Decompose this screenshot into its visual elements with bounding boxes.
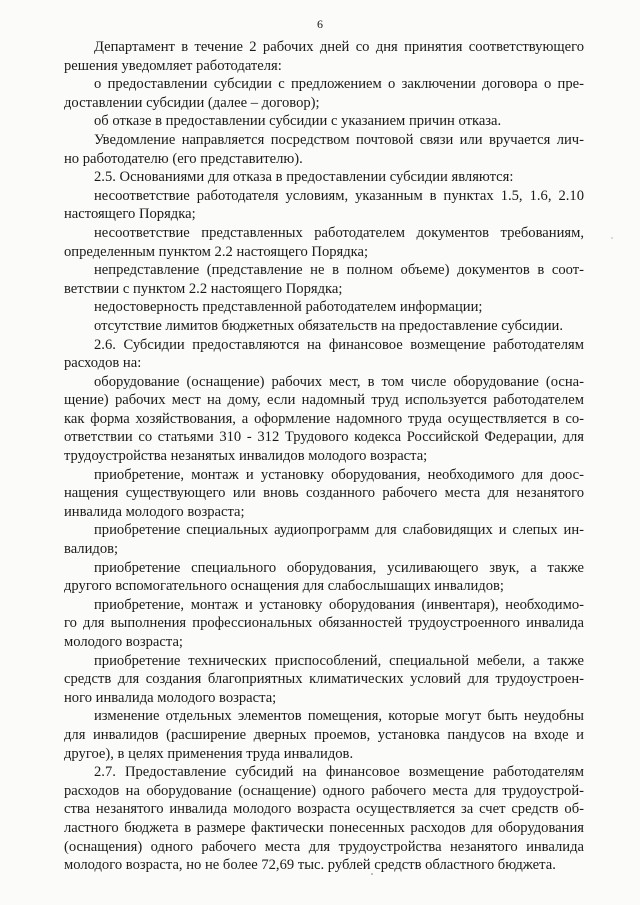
document-body bbox=[64, 38, 584, 875]
text-line: приобретение, монтаж и установку оборудования (инвентаря), необходимо- bbox=[94, 596, 584, 613]
text-line: Уведомление направляется посредством почтовой связи или вручается лич- bbox=[94, 131, 584, 148]
text-line: недостоверность представленной работодателем информации; bbox=[94, 299, 483, 316]
text-line: но работодателю (его представителю). bbox=[64, 150, 303, 167]
text-line: ответствии со статьями 310 - 312 Трудового кодекса Российской Федерации, для bbox=[64, 429, 584, 446]
text-line: о предоставлении субсидии с предложением о заключении договора о пре- bbox=[94, 76, 584, 93]
text-line: 2.6. Субсидии предоставляются на финансовое возмещение работодателям bbox=[94, 336, 584, 353]
text-line: молодого возраста; bbox=[64, 634, 183, 650]
text-line: изменение отдельных элементов помещения, которые могут быть неудобны bbox=[94, 708, 584, 725]
text-line: трудоустройства незанятых инвалидов молодого возраста; bbox=[64, 448, 428, 465]
text-line: щение) рабочих мест на дому, если надомный труд используется работодателем bbox=[64, 392, 584, 409]
page-number: 6 bbox=[317, 17, 323, 31]
text-line: решения уведомляет работодателя: bbox=[64, 57, 282, 74]
text-line: 2.5. Основаниями для отказа в предоставлении субсидии являются: bbox=[94, 169, 514, 186]
text-line: непредставление (представление не в полном объеме) документов в соот- bbox=[94, 262, 584, 279]
text-line: ветствии с пунктом 2.2 настоящего Порядка; bbox=[64, 280, 343, 297]
text-line: как форма хозяйствования, а оформление надомного труда осуществляется в со- bbox=[64, 410, 584, 427]
text-line: инвалида молодого возраста; bbox=[64, 503, 245, 520]
text-line: нащения существующего или вновь созданного рабочего места для незанятого bbox=[64, 485, 584, 502]
text-line: ного инвалида молодого возраста; bbox=[64, 689, 277, 706]
text-line: другого вспомогательного оснащения для слабослышащих инвалидов; bbox=[64, 578, 504, 595]
scan-speck bbox=[611, 237, 612, 238]
text-line: Департамент в течение 2 рабочих дней со дня принятия соответствующего bbox=[94, 39, 584, 55]
text-line: несоответствие представленных работодателем документов требованиям, bbox=[94, 224, 584, 241]
text-line: другое), в целях применения труда инвалидов. bbox=[64, 745, 354, 762]
text-line: приобретение, монтаж и установку оборудования, необходимого для доос- bbox=[94, 466, 584, 483]
text-line: приобретение специальных аудиопрограмм для слабовидящих и слепых ин- bbox=[94, 522, 584, 539]
text-line: об отказе в предоставлении субсидии с указанием причин отказа. bbox=[94, 113, 502, 130]
text-line: расходов на оборудование (оснащение) одного рабочего места для трудоустрой- bbox=[64, 782, 584, 799]
text-line: молодого возраста, но не более 72,69 тыс. рублей средств областного бюджета. bbox=[64, 857, 556, 874]
text-line: для инвалидов (расширение дверных проемов, установка пандусов на входе и bbox=[64, 726, 584, 743]
text-line: ства незанятого инвалида молодого возраста осуществляется за счет средств об- bbox=[64, 801, 584, 818]
text-line: оборудование (оснащение) рабочих мест, в том числе оборудование (осна- bbox=[94, 373, 584, 390]
text-line: валидов; bbox=[64, 541, 119, 558]
text-line: 2.7. Предоставление субсидий на финансовое возмещение работодателям bbox=[94, 764, 584, 781]
text-line: приобретение специального оборудования, усиливающего звук, а также bbox=[94, 559, 584, 576]
text-line: средств для создания благоприятных климатических условий для трудоустроен- bbox=[64, 671, 584, 688]
text-line: (оснащения) одного рабочего места для трудоустройства незанятого инвалида bbox=[64, 838, 584, 855]
text-line: настоящего Порядка; bbox=[64, 206, 196, 223]
text-line: приобретение технических приспособлений, специальной мебели, а также bbox=[94, 652, 584, 669]
text-line: доставлении субсидии (далее – договор); bbox=[64, 94, 320, 111]
text-line: ластного бюджета в размере фактически понесенных расходов для оборудования bbox=[64, 819, 584, 836]
text-line: несоответствие работодателя условиям, указанным в пунктах 1.5, 1.6, 2.10 bbox=[94, 187, 584, 204]
text-line: го для выполнения профессиональных обязанностей трудоустроенного инвалида bbox=[64, 615, 584, 632]
text-line: отсутствие лимитов бюджетных обязательств на предоставление субсидии. bbox=[94, 317, 564, 334]
text-line: определенным пунктом 2.2 настоящего Порядка; bbox=[64, 243, 369, 260]
text-line: расходов на: bbox=[64, 355, 142, 372]
